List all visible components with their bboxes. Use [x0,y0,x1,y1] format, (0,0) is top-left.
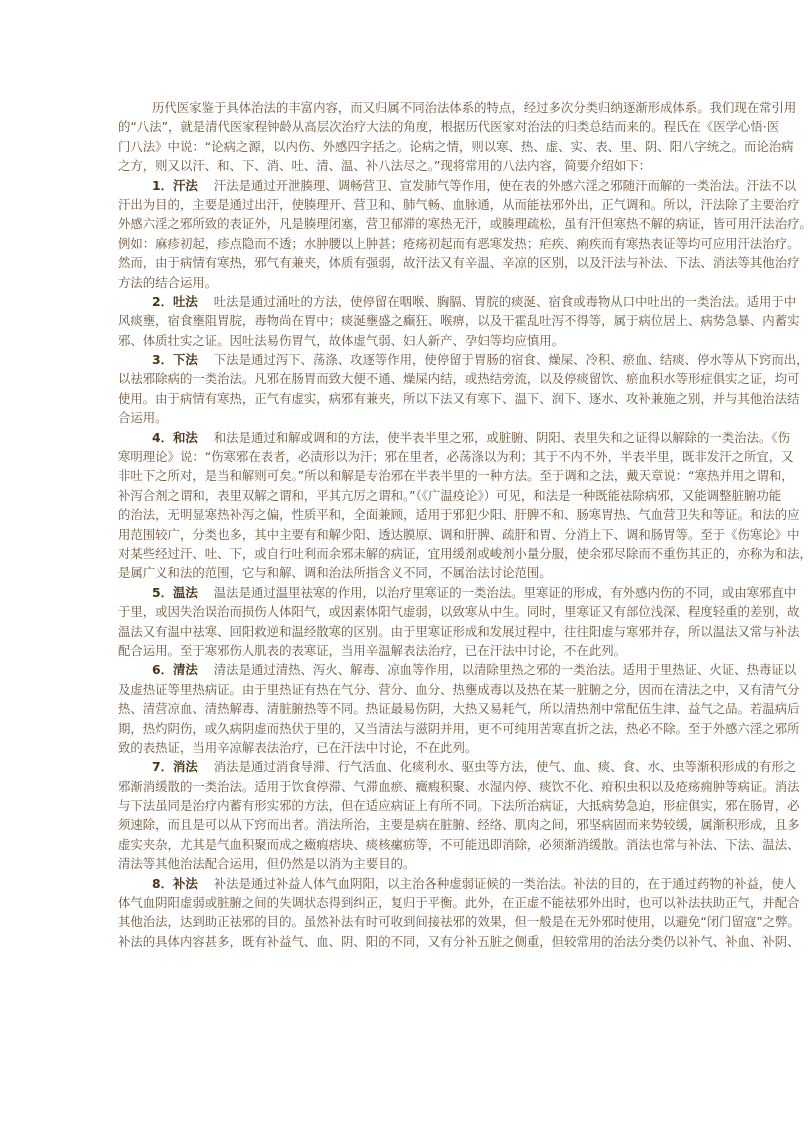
section-heading: 7．消法 [152,759,198,775]
text-line: 例如：麻疹初起，疹点隐而不透；水肿腰以上肿甚；疮疡初起而有恶寒发热；疟疾、痢疾而有寒热表证等均可应用汗法治疗。 [118,235,800,251]
text-line [118,874,797,893]
text-line: 的治法，无明显寒热补泻之偏，性质平和，全面兼顾，适用于邪犯少阳、肝脾不和、肠寒胃热、气血营卫失和等证。和法的应 [118,507,800,523]
text-line: 历代医家鉴于具体治法的丰富内容，而又归属不同治法体系的特点，经过多次分类归纳逐渐形成体系。我们现在常引用 [152,100,797,115]
text-line [118,176,797,195]
text-line: 用范围较广，分类也多，其中主要有和解少阳、透达膜原、调和肝脾、疏肝和胃、分消上下、调和肠胃等。至于《伤寒论》中 [118,526,800,542]
text-line: 其他治法，达到助正祛邪的目的。虽然补法有时可收到间接祛邪的效果，但一般是在无外邪时使用，以避免“闭门留寇”之弊。 [118,914,800,930]
line-text: 温法是通过温里祛寒的作用，以治疗里寒证的一类治法。里寒证的形成，有外感内伤的不同，或由寒邪直中 [213,584,797,600]
text-line: 使用。由于病情有寒热，正气有虚实，病邪有兼夹，所以下法又有寒下、温下、润下、逐水、攻补兼施之别，并与其他治法结 [118,390,800,406]
text-line: 配合运用。至于寒邪伤人肌表的表寒证，当用辛温解表法治疗，已在汗法中讨论，不在此列。 [118,642,627,658]
section-paragraph [118,350,809,428]
line-text: 和法是通过和解或调和的方法，使半表半里之邪，或脏腑、阴阳、表里失和之证得以解除的一类治法。《伤 [213,429,790,445]
text-line: 合运用。 [118,410,168,426]
section-paragraph [118,874,800,952]
section-heading: 8．补法 [152,875,198,891]
text-line: 外感六淫之邪所致的表证外，凡是腠理闭塞，营卫郁滞的寒热无汗，或腠理疏松，虽有汗但寒热不解的病证，皆可用汗法治疗。 [118,216,812,232]
text-line [118,428,790,447]
text-line: 是属广义和法的范围，它与和解、调和治法所指含义不同，不属治法讨论范围。 [118,565,552,581]
line-text: 下法是通过泻下、荡涤、攻逐等作用，使停留于胃肠的宿食、燥屎、冷积、瘀血、结痰、停水等从下窍而出， [213,352,809,368]
text-line: 温法又有温中祛寒、回阳救逆和温经散寒的区别。由于里寒证形成和发展过程中，往往阳虚与寒邪并存，所以温法又常与补法 [118,623,800,639]
section-heading: 3．下法 [152,352,198,368]
text-line: 清法等其他治法配合运用，但仍然是以消为主要目的。 [118,856,416,872]
text-line: 对某些经过汗、吐、下，或自行吐利而余邪未解的病证，宜用缓剂或峻剂小量分服，使余邪尽除而不重伤其正的，亦称为和法， [118,545,812,561]
text-line [118,660,797,679]
section-heading: 5．温法 [152,584,198,600]
text-line: 的“八法”，就是清代医家程钟龄从高层次治疗大法的角度，根据历代医家对治法的归类总结而来的。程氏在《医学心悟·医 [118,119,780,135]
text-line: 体气血阴阳虚弱或脏腑之间的失调状态得到纠正，复归于平衡。此外，在正虚不能祛邪外出时，也可以补法扶助正气，并配合 [118,895,800,911]
line-text: 清法是通过清热、泻火、解毒、凉血等作用，以清除里热之邪的一类治法。适用于里热证、火证、热毒证以 [213,662,797,678]
text-line: 门八法》中说：“论病之源，以内伤、外感四字括之。论病之情，则以寒、热、虚、实、表、里、阴、阳八字统之。而论治病 [118,138,794,154]
text-line: 期，热灼阴伤，或久病阴虚而热伏于里的，又当清法与滋阴并用，更不可纯用苦寒直折之法，热必不除。至于外感六淫之邪所 [118,720,800,736]
line-text: 补法是通过补益人体气血阴阳，以主治各种虚弱证候的一类治法。补法的目的，在于通过药物的补益，使人 [213,875,797,891]
text-line: 于里，或因失治误治而损伤人体阳气，或因素体阳气虚弱，以致寒从中生。同时，里寒证又有部位浅深、程度轻重的差别，故 [118,604,800,620]
text-line: 须速除，而且是可以从下窍而出者。消法所治，主要是病在脏腑、经络、肌肉之间，邪坚病固而来势较缓，属渐积形成，且多 [118,817,800,833]
text-line [118,583,797,602]
text-line: 及虚热证等里热病证。由于里热证有热在气分、营分、血分、热壅成毒以及热在某一脏腑之分，因而在清法之中，又有清气分 [118,681,800,697]
line-text: 汗法是通过开泄腠理、调畅营卫、宣发肺气等作用，使在表的外感六淫之邪随汗而解的一类治法。汗法不以 [213,177,797,193]
intro-paragraph [118,98,797,176]
document-body [118,98,812,951]
section-paragraph [118,428,812,583]
section-heading: 4．和法 [152,429,198,445]
text-line: 然而，由于病情有寒热，邪气有兼夹，体质有强弱，故汗法又有辛温、辛凉的区别，以及汗法与补法、下法、消法等其他治疗 [118,255,800,271]
text-line: 风痰壅，宿食壅阻胃脘，毒物尚在胃中；痰涎壅盛之癫狂、喉痹，以及干霍乱吐泻不得等，属于病位居上、病势急暴、内蓄实 [118,313,800,329]
text-line: 与下法虽同是治疗内蓄有形实邪的方法，但在适应病证上有所不同。下法所治病证，大抵病势急迫，形症俱实，邪在肠胃，必 [118,798,800,814]
text-line [118,350,809,369]
section-paragraph [118,757,800,873]
section-paragraph [118,292,800,350]
text-line: 之方，则又以汗、和、下、消、吐、清、温、补八法尽之。”现将常用的八法内容，简要介绍如下： [118,158,652,174]
text-line: 方法的结合运用。 [118,274,218,290]
text-line: 邪、体质壮实之证。因吐法易伤胃气，故体虚气弱、妇人新产、孕妇等均应慎用。 [118,332,565,348]
text-line [118,757,797,776]
text-line: 非吐下之所对，是当和解则可矣。”所以和解是专治邪在半表半里的一种方法。至于调和之法，戴天章说：“寒热并用之谓和， [118,468,794,484]
text-line: 以祛邪除病的一类治法。凡邪在肠胃而致大便不通、燥屎内结，或热结旁流，以及停痰留饮、瘀血积水等形症俱实之证，均可 [118,371,800,387]
line-text: 吐法是通过涌吐的方法，使停留在咽喉、胸膈、胃脘的痰涎、宿食或毒物从口中吐出的一类治法。适用于中 [213,293,797,309]
section-heading: 6．清法 [152,662,198,678]
text-line: 汗出为目的，主要是通过出汗，使腠理开、营卫和、肺气畅、血脉通，从而能祛邪外出，正气调和。所以，汗法除了主要治疗 [118,196,800,212]
section-paragraph [118,583,800,661]
section-paragraph [118,176,812,292]
text-line [118,292,797,311]
text-line: 补法的具体内容甚多，既有补益气、血、阴、阳的不同，又有分补五脏之侧重，但较常用的治法分类仍以补气、补血、补阴、 [118,933,800,949]
text-line: 致的表热证，当用辛凉解表法治疗，已在汗法中讨论，不在此列。 [118,739,478,755]
line-text: 消法是通过消食导滞、行气活血、化痰利水、驱虫等方法，使气、血、痰、食、水、虫等渐积形成的有形之 [213,759,797,775]
text-line: 虚实夹杂，尤其是气血积聚而成之癥瘕痞块、痰核瘰疬等，不可能迅即消除，必须渐消缓散。消法也常与补法、下法、温法、 [118,836,800,852]
section-paragraph [118,660,800,757]
section-heading: 1．汗法 [152,177,198,193]
text-line: 寒明理论》说：“伤寒邪在表者，必渍形以为汗；邪在里者，必荡涤以为利；其于不内不外，半表半里，既非发汗之所宜，又 [118,449,794,465]
section-heading: 2．吐法 [152,293,198,309]
text-line: 热、清营凉血、清热解毒、清脏腑热等不同。热证最易伤阴，大热又易耗气，所以清热剂中常配伍生津、益气之品。若温病后 [118,701,800,717]
text-line: 邪渐消缓散的一类治法。适用于饮食停滞、气滞血瘀、癥瘕积聚、水湿内停、痰饮不化、疳积虫积以及疮疡痈肿等病证。消法 [118,778,800,794]
text-line: 补泻合剂之谓和，表里双解之谓和，平其亢厉之谓和。”（《广温疫论》）可见，和法是一种既能祛除病邪，又能调整脏腑功能 [118,487,782,503]
